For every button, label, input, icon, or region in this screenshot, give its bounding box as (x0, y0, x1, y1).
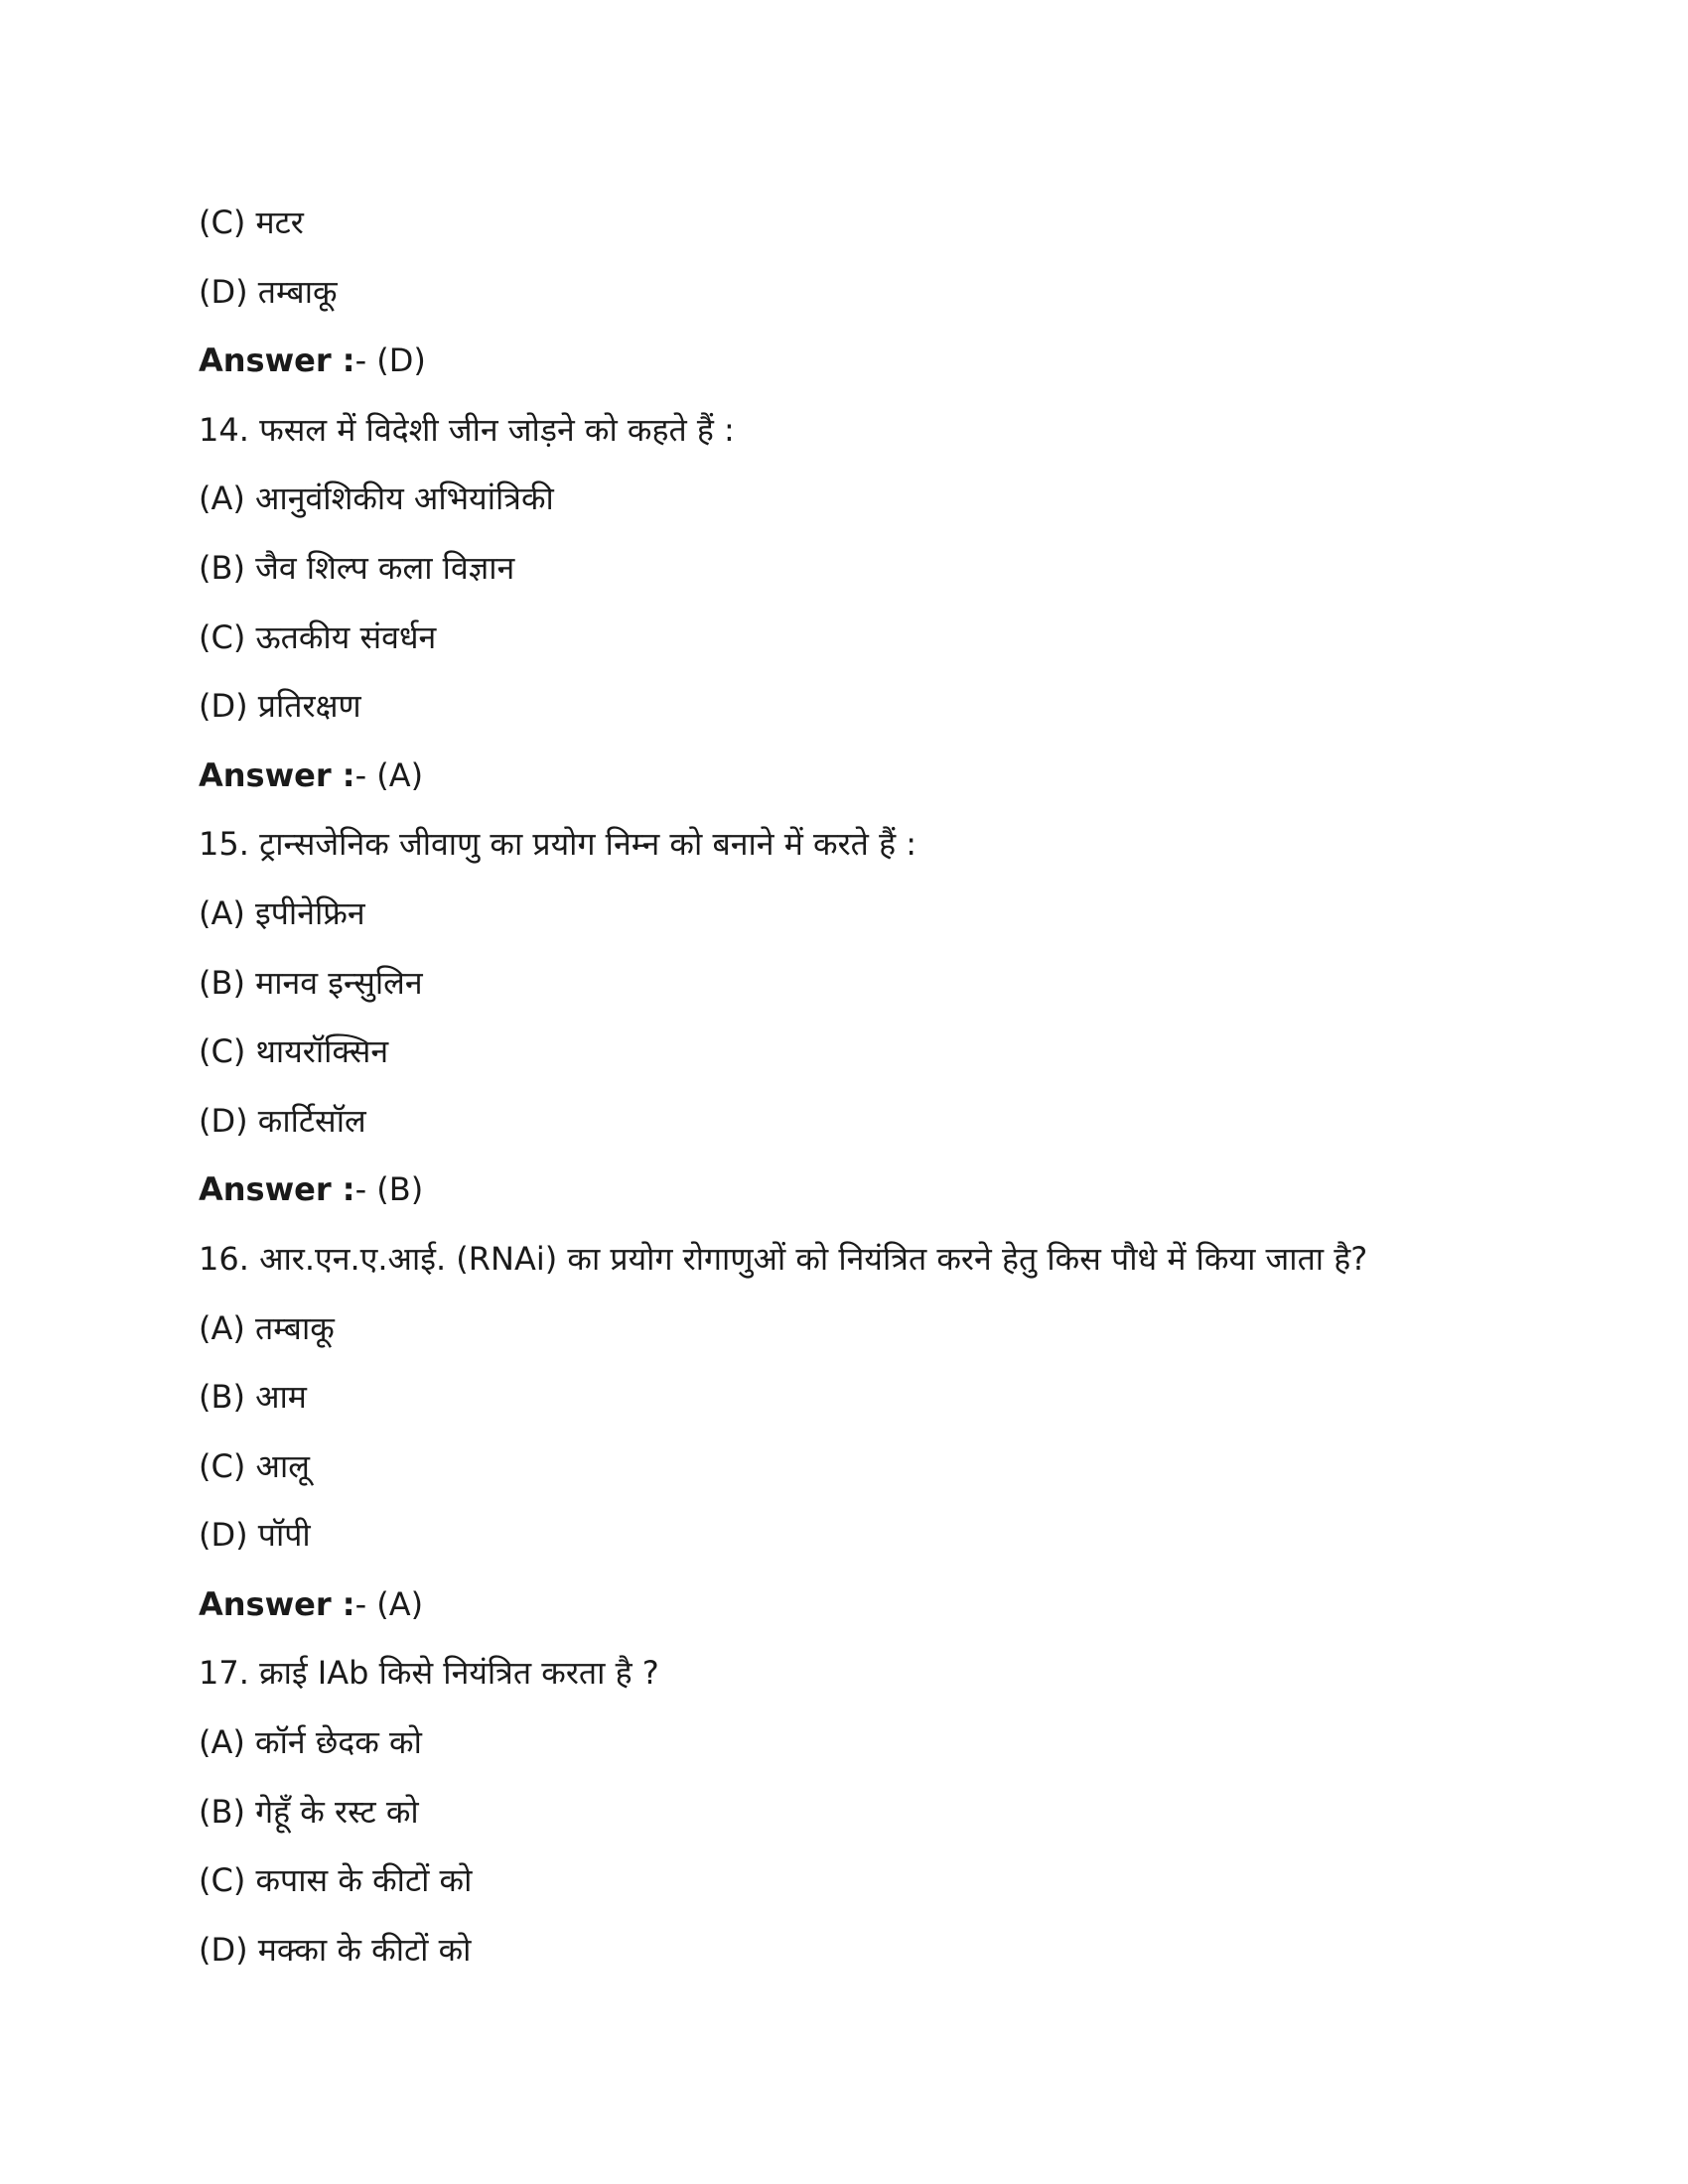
option-14d: (D) प्रतिरक्षण (199, 687, 361, 726)
option-14b: (B) जैव शिल्प कला विज्ञान (199, 548, 515, 587)
option-15a: (A) इपीनेफ्रिन (199, 893, 365, 932)
answer-value: - (D) (354, 341, 426, 380)
option-17a: (A) कॉर्न छेदक को (199, 1723, 422, 1762)
answer-label: Answer : (199, 341, 355, 380)
option-17d: (D) मक्का के कीटों को (199, 1930, 472, 1969)
option-16c: (C) आलू (199, 1446, 310, 1485)
answer-label: Answer : (199, 755, 355, 794)
answer-value: - (A) (354, 1584, 424, 1623)
question-17: 17. क्राई IAb किसे नियंत्रित करता है ? (199, 1654, 659, 1693)
option-16b: (B) आम (199, 1378, 307, 1417)
question-15: 15. ट्रान्सजेनिक जीवाणु का प्रयोग निम्न को बनाने में करते हैं : (199, 825, 917, 864)
option-16d: (D) पॉपी (199, 1516, 311, 1555)
option-15b: (B) मानव इन्सुलिन (199, 963, 423, 1002)
question-list (199, 189, 1489, 1984)
option-17b: (B) गेहूँ के रस्ट को (199, 1792, 419, 1831)
answer-label: Answer : (199, 1584, 355, 1623)
answer-value: - (B) (354, 1170, 424, 1209)
option-13c: (C) मटर (199, 204, 304, 241)
answer-value: - (A) (354, 755, 424, 794)
option-15c: (C) थायरॉक्सिन (199, 1032, 389, 1071)
option-15d: (D) कार्टिसॉल (199, 1101, 366, 1140)
answer-label: Answer : (199, 1170, 355, 1209)
question-14: 14. फसल में विदेशी जीन जोड़ने को कहते हैं : (199, 410, 735, 449)
option-14a: (A) आनुवंशिकीय अभियांत्रिकी (199, 479, 554, 518)
option-14c: (C) ऊतकीय संवर्धन (199, 617, 437, 656)
option-17c: (C) कपास के कीटों को (199, 1861, 473, 1900)
option-13d: (D) तम्बाकू (199, 272, 338, 311)
question-16: 16. आर.एन.ए.आई. (RNAi) का प्रयोग रोगाणुओं को नियंत्रित करने हेतु किस पौधे में किया जाता है? (199, 1239, 1368, 1278)
answer-13 (199, 327, 1489, 396)
answer-16 (199, 1570, 1489, 1640)
answer-15 (199, 1156, 1489, 1225)
option-16a: (A) तम्बाकू (199, 1308, 335, 1347)
answer-14 (199, 742, 1489, 811)
